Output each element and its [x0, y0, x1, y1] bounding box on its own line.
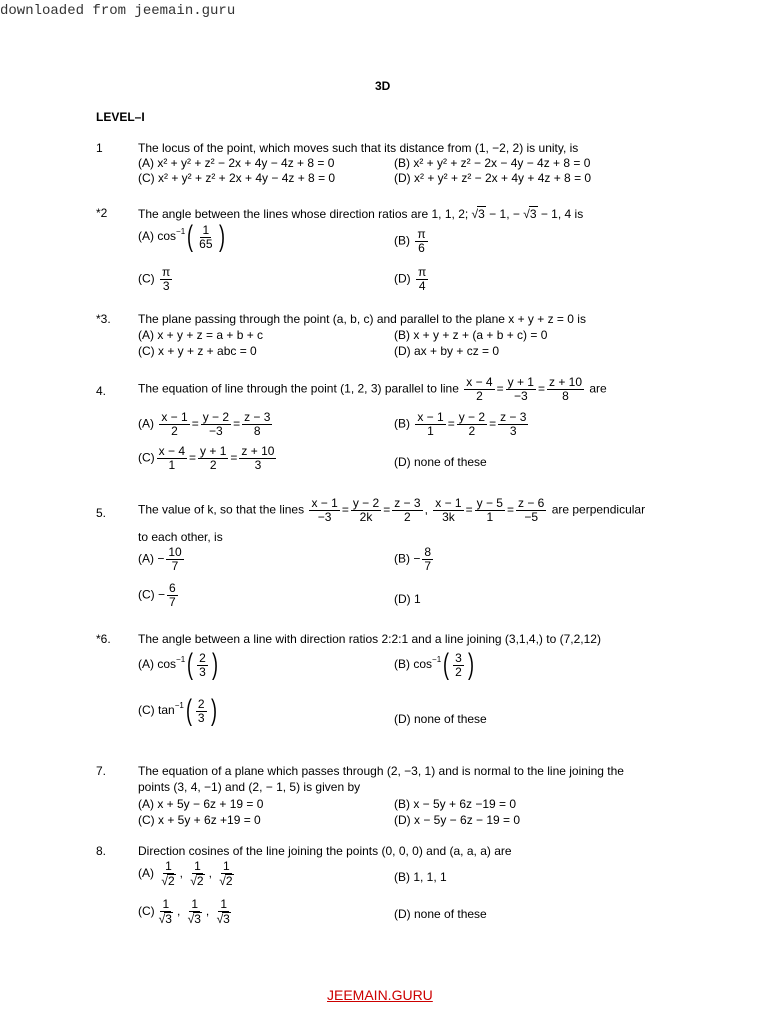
- option-label: (A) cos: [138, 229, 177, 244]
- denominator: √2: [219, 874, 233, 888]
- numerator: y − 2: [202, 410, 230, 424]
- option-label: (C) −: [138, 587, 165, 602]
- numerator: 1: [191, 897, 199, 911]
- equals: =: [506, 502, 514, 517]
- fraction: [157, 445, 187, 472]
- option-c: (C) x + y + z + abc = 0: [138, 344, 257, 358]
- equals: =: [341, 502, 349, 517]
- question-text: The locus of the point, which moves such that its distance from (1, −2, 2) is unity, is: [138, 141, 579, 155]
- paren-right: ): [210, 694, 217, 727]
- inverse-sup: −1: [176, 227, 186, 237]
- equals: =: [191, 416, 199, 431]
- numerator: 1: [220, 897, 228, 911]
- question-number: 1: [96, 141, 103, 155]
- denominator: 3: [199, 664, 206, 679]
- numerator: 1: [202, 222, 210, 237]
- numerator: z − 3: [244, 410, 271, 424]
- equals: =: [447, 416, 455, 431]
- equals: =: [537, 381, 545, 396]
- watermark: downloaded from jeemain.guru: [0, 3, 236, 19]
- fraction: [433, 497, 463, 524]
- fraction: [453, 652, 464, 679]
- option-a: (A) x + y + z = a + b + c: [138, 328, 264, 342]
- option-d: (D) x − 5y − 6z − 19 = 0: [394, 813, 521, 827]
- option-label: (A) −: [138, 551, 165, 566]
- paren-left: (: [185, 694, 192, 727]
- numerator: 1: [194, 859, 201, 873]
- option-b: [394, 650, 476, 680]
- question-text: [138, 376, 607, 403]
- denominator: 1: [427, 424, 434, 438]
- denominator: 6: [418, 241, 425, 255]
- option-d: (D) none of these: [394, 712, 487, 726]
- equals: =: [383, 502, 391, 517]
- fraction: [201, 411, 231, 438]
- paren-left: (: [187, 648, 194, 681]
- option-label: (C) tan: [138, 703, 175, 718]
- sqrt-value: 3: [223, 912, 230, 926]
- option-c: (C) x² + y² + z² + 2x + 4y − 4z + 8 = 0: [138, 171, 336, 185]
- denominator: √3: [158, 912, 172, 926]
- fraction: [157, 898, 175, 926]
- question-text-part: − 1, −: [489, 207, 520, 221]
- sqrt-value: 2: [196, 874, 204, 888]
- fraction: [197, 652, 208, 679]
- equals: =: [230, 450, 238, 465]
- inverse-sup: −1: [176, 655, 186, 665]
- option-label: (C): [138, 450, 155, 465]
- question-text-line2: points (3, 4, −1) and (2, − 1, 5) is given by: [138, 780, 361, 794]
- numerator: z − 6: [517, 496, 545, 510]
- fraction: [188, 860, 206, 888]
- level-heading: LEVEL–I: [96, 110, 145, 124]
- numerator: z − 3: [394, 496, 421, 510]
- question-number: *3.: [96, 312, 111, 326]
- denominator: √2: [190, 874, 204, 888]
- fraction: [217, 860, 235, 888]
- fraction: [166, 546, 183, 573]
- option-b: [394, 546, 435, 573]
- numerator: 1: [223, 859, 230, 873]
- numerator: z + 10: [548, 375, 583, 389]
- denominator: 1: [168, 458, 176, 472]
- option-a: [138, 411, 274, 438]
- sqrt-value: 3: [478, 207, 485, 221]
- option-d: (D) none of these: [394, 455, 487, 469]
- option-b: [394, 228, 430, 255]
- question-text-part: − 1, 4 is: [540, 207, 584, 221]
- numerator: x − 1: [311, 496, 338, 510]
- option-label: (C): [138, 271, 155, 286]
- option-c: [138, 696, 219, 726]
- sqrt-value: 3: [194, 912, 201, 926]
- numerator: x − 4: [158, 444, 186, 458]
- option-d: (D) 1: [394, 592, 421, 606]
- fraction: [516, 497, 546, 524]
- denominator: 2: [455, 664, 462, 679]
- denominator: √2: [161, 874, 175, 888]
- numerator: z + 10: [241, 444, 275, 458]
- denominator: 3: [162, 279, 170, 293]
- equals: =: [233, 416, 241, 431]
- numerator: y + 1: [200, 444, 227, 458]
- denominator: 3: [254, 458, 262, 472]
- option-b: (B) 1, 1, 1: [394, 870, 447, 884]
- fraction: [160, 266, 172, 293]
- denominator: 4: [418, 279, 426, 293]
- denominator: 2: [171, 424, 178, 438]
- numerator: π: [162, 265, 171, 279]
- numerator: y − 5: [476, 496, 503, 510]
- fraction: [196, 698, 207, 725]
- option-label: (A): [138, 416, 154, 431]
- question-text: Direction cosines of the line joining the points (0, 0, 0) and (a, a, a) are: [138, 844, 512, 858]
- option-a: [138, 650, 220, 680]
- option-label: (A) cos: [138, 657, 177, 672]
- question-text: The angle between a line with direction ratios 2:2:1 and a line joining (3,1,4,) to (7,2,12): [138, 632, 601, 646]
- option-a: (A) x² + y² + z² − 2x + 4y − 4z + 8 = 0: [138, 156, 335, 170]
- option-c: (C) $\frac{1}{√3}$ , $\frac{1}{√3}$ , $\frac{1}{√3}$: [138, 898, 235, 926]
- fraction: [415, 228, 427, 255]
- denominator: 2: [476, 389, 483, 403]
- denominator: 7: [169, 595, 176, 609]
- option-a: [138, 546, 186, 573]
- numerator: x − 1: [417, 410, 444, 424]
- question-number: 4.: [96, 384, 107, 398]
- sqrt-value: 3: [165, 912, 172, 926]
- fraction: [167, 582, 178, 609]
- fraction: [415, 411, 445, 438]
- option-d: (D) none of these: [394, 907, 487, 921]
- paren-right: ): [211, 648, 218, 681]
- question-text: The value of k, so that the lines $\frac{x - 1}{-3}$ = $\frac{y - 2}{2k}$ = $\frac{z - 3}{2}$ , $\frac{x - 1}{3k}$ = $\frac{y - 5}{1}$ = $\frac{z - 6}{-5}$ are perpendicular: [138, 496, 646, 524]
- equals: =: [489, 416, 497, 431]
- numerator: 8: [424, 545, 432, 559]
- question-text-part: The equation of line through the point (1, 2, 3) parallel to line: [138, 381, 459, 396]
- fraction: [475, 497, 505, 524]
- denominator: 2: [209, 458, 217, 472]
- fraction: [506, 376, 536, 403]
- numerator: 1: [165, 859, 172, 873]
- numerator: x − 1: [435, 496, 462, 510]
- numerator: 1: [162, 897, 170, 911]
- option-c: [138, 266, 174, 293]
- option-label: (D): [394, 271, 411, 286]
- denominator: 3: [509, 424, 517, 438]
- option-label: (B): [394, 416, 410, 431]
- numerator: y − 2: [352, 496, 380, 510]
- sqrt-value: 2: [225, 874, 233, 888]
- denominator: √3: [216, 912, 230, 926]
- fraction: [498, 411, 528, 438]
- question-number: *2: [96, 206, 108, 220]
- option-b: (B) x² + y² + z² − 2x − 4y − 4z + 8 = 0: [394, 156, 591, 170]
- question-text-part: are perpendicular: [551, 502, 646, 517]
- fraction: [464, 376, 494, 403]
- option-a: [138, 222, 227, 252]
- denominator: 2k: [359, 510, 373, 524]
- option-label: (A): [138, 866, 154, 881]
- denominator: 7: [171, 559, 179, 573]
- option-c: [138, 582, 180, 609]
- paren-left: (: [187, 220, 194, 253]
- numerator: 3: [455, 650, 462, 665]
- option-b: [394, 411, 530, 438]
- denominator: 8: [253, 424, 261, 438]
- inverse-sup: −1: [432, 655, 442, 665]
- equals: =: [189, 450, 197, 465]
- denominator: −3: [317, 510, 332, 524]
- fraction: [351, 497, 381, 524]
- option-b: (B) x + y + z + (a + b + c) = 0: [394, 328, 548, 342]
- numerator: 2: [197, 696, 205, 711]
- fraction: [422, 546, 433, 573]
- question-number: 7.: [96, 764, 107, 778]
- option-label: (B): [394, 233, 410, 248]
- fraction: [159, 411, 189, 438]
- fraction: [159, 860, 177, 888]
- option-label: (C): [138, 904, 155, 919]
- option-label: (B) −: [394, 551, 421, 566]
- paren-right: ): [467, 648, 474, 681]
- inverse-sup: −1: [174, 701, 184, 711]
- sqrt-symbol: √: [471, 207, 479, 221]
- sqrt-symbol: √: [523, 207, 530, 221]
- denominator: 3: [197, 710, 205, 725]
- option-d: [394, 266, 430, 293]
- option-a: (A) x + 5y − 6z + 19 = 0: [138, 797, 264, 811]
- fraction: [198, 445, 228, 472]
- denominator: 7: [424, 559, 432, 573]
- question-text: [138, 206, 583, 221]
- page-title: 3D: [375, 79, 391, 93]
- option-c: [138, 445, 278, 472]
- numerator: 2: [199, 650, 206, 665]
- sqrt-value: 3: [529, 207, 537, 221]
- paren-right: ): [218, 220, 225, 253]
- footer-link[interactable]: JEEMAIN.GURU: [327, 987, 433, 1003]
- numerator: 6: [169, 581, 176, 595]
- question-text-line2: to each other, is: [138, 530, 223, 544]
- fraction: [309, 497, 339, 524]
- equals: =: [465, 502, 473, 517]
- numerator: y + 1: [507, 375, 534, 389]
- fraction: [457, 411, 487, 438]
- option-c: (C) x + 5y + 6z +19 = 0: [138, 813, 261, 827]
- question-text-part: are: [589, 381, 607, 396]
- option-label: (B) cos: [394, 657, 433, 672]
- denominator: 2: [404, 510, 411, 524]
- option-a: (A) $\frac{1}{√2}$ , $\frac{1}{√2}$ , $\frac{1}{√2}$: [138, 860, 238, 888]
- denominator: 2: [468, 424, 476, 438]
- sqrt-value: 2: [167, 874, 175, 888]
- question-number: *6.: [96, 632, 111, 646]
- fraction: [186, 898, 204, 926]
- denominator: −3: [513, 389, 528, 403]
- equals: =: [496, 381, 504, 396]
- fraction: [215, 898, 233, 926]
- denominator: 3k: [442, 510, 455, 524]
- denominator: √3: [187, 912, 201, 926]
- option-d: (D) ax + by + cz = 0: [394, 344, 500, 358]
- numerator: y − 2: [458, 410, 486, 424]
- option-b: (B) x − 5y + 6z −19 = 0: [394, 797, 517, 811]
- numerator: 10: [168, 545, 182, 559]
- fraction: [197, 224, 214, 251]
- question-text-part: The angle between the lines whose direction ratios are 1, 1, 2;: [138, 207, 469, 221]
- paren-left: (: [443, 648, 450, 681]
- numerator: π: [417, 227, 426, 241]
- denominator: −3: [209, 424, 223, 438]
- fraction: [416, 266, 428, 293]
- question-text-part: The value of k, so that the lines: [138, 502, 305, 517]
- numerator: z − 3: [500, 410, 527, 424]
- fraction: [239, 445, 276, 472]
- question-text: The equation of a plane which passes through (2, −3, 1) and is normal to the line joining the: [138, 764, 624, 778]
- question-text: The plane passing through the point (a, b, c) and parallel to the plane x + y + z = 0 is: [138, 312, 586, 326]
- question-number: 5.: [96, 506, 107, 520]
- denominator: −5: [524, 510, 538, 524]
- fraction: [242, 411, 272, 438]
- fraction: [547, 376, 584, 403]
- option-d: (D) x² + y² + z² − 2x + 4y + 4z + 8 = 0: [394, 171, 592, 185]
- numerator: x − 1: [161, 410, 188, 424]
- denominator: 8: [562, 389, 569, 403]
- question-number: 8.: [96, 844, 107, 858]
- denominator: 1: [486, 510, 494, 524]
- fraction: [392, 497, 422, 524]
- numerator: π: [418, 265, 427, 279]
- denominator: 65: [199, 236, 213, 251]
- numerator: x − 4: [466, 375, 493, 389]
